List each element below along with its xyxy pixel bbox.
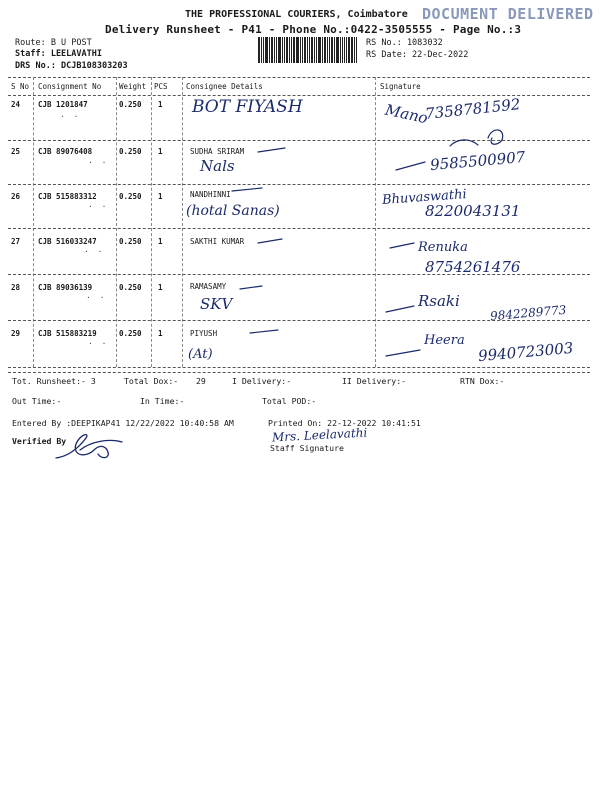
- entered-by: Entered By :DEEPIKAP41 12/22/2022 10:40:58 AM: [12, 418, 234, 428]
- row-consignee: PIYUSH: [190, 329, 218, 338]
- route-label: Route: B U POST: [15, 38, 92, 48]
- row-consignment: CJB 515883312: [38, 192, 97, 201]
- row-signature-phone: 9842289773: [489, 302, 567, 324]
- row-handwritten-note: BOT FIYASH: [192, 97, 303, 117]
- row-signature-name: Renuka: [418, 240, 468, 255]
- delivered-stamp: DOCUMENT DELIVERED: [422, 5, 594, 23]
- row-signature-name: Mano: [383, 100, 430, 128]
- row-signature-phone: 9940723003: [477, 338, 575, 366]
- print-dots: . .: [88, 337, 109, 346]
- row-signature-phone: 7358781592: [424, 95, 522, 123]
- staff-label: Staff: LEELAVATHI: [15, 49, 102, 59]
- row-weight: 0.250: [119, 237, 142, 246]
- rtn-dox: RTN Dox:-: [460, 376, 505, 386]
- row-consignee: NANDHINNI: [190, 190, 231, 199]
- row-consignee: SUDHA SRIRAM: [190, 147, 245, 156]
- staff-handwritten-signature: Mrs. Leelavathi: [271, 425, 368, 445]
- row-pcs: 1: [158, 283, 163, 292]
- print-dots: . .: [88, 200, 109, 209]
- print-dots: . .: [88, 156, 109, 165]
- row-sno: 26: [11, 192, 21, 201]
- tot-runsheet: Tot. Runsheet:- 3: [12, 376, 96, 386]
- row-pcs: 1: [158, 329, 163, 338]
- row-handwritten-note: (hotal Sanas): [186, 203, 280, 219]
- row-signature-name: Heera: [424, 333, 465, 348]
- col-header-consignment: Consignment No: [38, 82, 102, 91]
- printed-on: Printed On: 22-12-2022 10:41:51: [268, 418, 421, 428]
- staff-signature-label: Staff Signature: [270, 443, 344, 453]
- row-signature-name: Rsaki: [418, 292, 460, 310]
- print-dots: . .: [60, 110, 81, 119]
- row-weight: 0.250: [119, 329, 142, 338]
- out-time: Out Time:-: [12, 396, 62, 406]
- ii-delivery: II Delivery:-: [342, 376, 407, 386]
- row-sno: 29: [11, 329, 21, 338]
- verified-by: Verified By: [12, 436, 67, 446]
- row-consignment: CJB 89036139: [38, 283, 93, 292]
- col-header-consignee: Consignee Details: [186, 82, 263, 91]
- row-signature-phone: 8754261476: [425, 258, 521, 276]
- row-pcs: 1: [158, 192, 163, 201]
- row-consignment: CJB 1201847: [38, 100, 88, 109]
- rs-number: RS No.: 1083032: [366, 38, 443, 48]
- col-header-weight: Weight: [119, 82, 147, 91]
- footer-rule: [8, 372, 590, 373]
- row-sno: 24: [11, 100, 21, 109]
- row-consignment: CJB 515883219: [38, 329, 97, 338]
- row-weight: 0.250: [119, 283, 142, 292]
- row-consignment: CJB 516033247: [38, 237, 97, 246]
- row-weight: 0.250: [119, 100, 142, 109]
- in-time: In Time:-: [140, 396, 185, 406]
- row-consignee: SAKTHI KUMAR: [190, 237, 245, 246]
- col-header-pcs: PCS: [154, 82, 168, 91]
- total-dox-label: Total Dox:-: [124, 376, 179, 386]
- row-pcs: 1: [158, 237, 163, 246]
- row-signature-name: Bhuvaswathi: [381, 187, 468, 208]
- row-handwritten-note: (At): [188, 347, 213, 362]
- row-sno: 27: [11, 237, 21, 246]
- row-handwritten-note: Nals: [200, 157, 235, 175]
- company-name: THE PROFESSIONAL COURIERS, Coimbatore: [185, 9, 408, 20]
- row-weight: 0.250: [119, 192, 142, 201]
- print-dots: . .: [84, 245, 105, 254]
- row-weight: 0.250: [119, 147, 142, 156]
- row-sno: 25: [11, 147, 21, 156]
- row-consignment: CJB 89076408: [38, 147, 93, 156]
- total-dox-value: 29: [196, 376, 206, 386]
- col-header-signature: Signature: [380, 82, 421, 91]
- print-dots: . .: [86, 291, 107, 300]
- col-header-sno: S No: [11, 82, 30, 91]
- row-pcs: 1: [158, 100, 163, 109]
- runsheet-title: Delivery Runsheet - P41 - Phone No.:0422-3505555 - Page No.:3: [105, 23, 522, 36]
- total-pod: Total POD:-: [262, 396, 317, 406]
- row-handwritten-note: SKV: [200, 295, 233, 313]
- rs-date: RS Date: 22-Dec-2022: [366, 50, 469, 60]
- row-sno: 28: [11, 283, 21, 292]
- row-signature-phone: 9585500907: [429, 147, 527, 175]
- i-delivery: I Delivery:-: [232, 376, 292, 386]
- verifier-signature: [50, 428, 130, 468]
- row-consignee: RAMASAMY: [190, 282, 227, 291]
- drs-number: DRS No.: DCJB108303203: [15, 61, 128, 71]
- row-signature-phone: 8220043131: [425, 202, 521, 220]
- row-pcs: 1: [158, 147, 163, 156]
